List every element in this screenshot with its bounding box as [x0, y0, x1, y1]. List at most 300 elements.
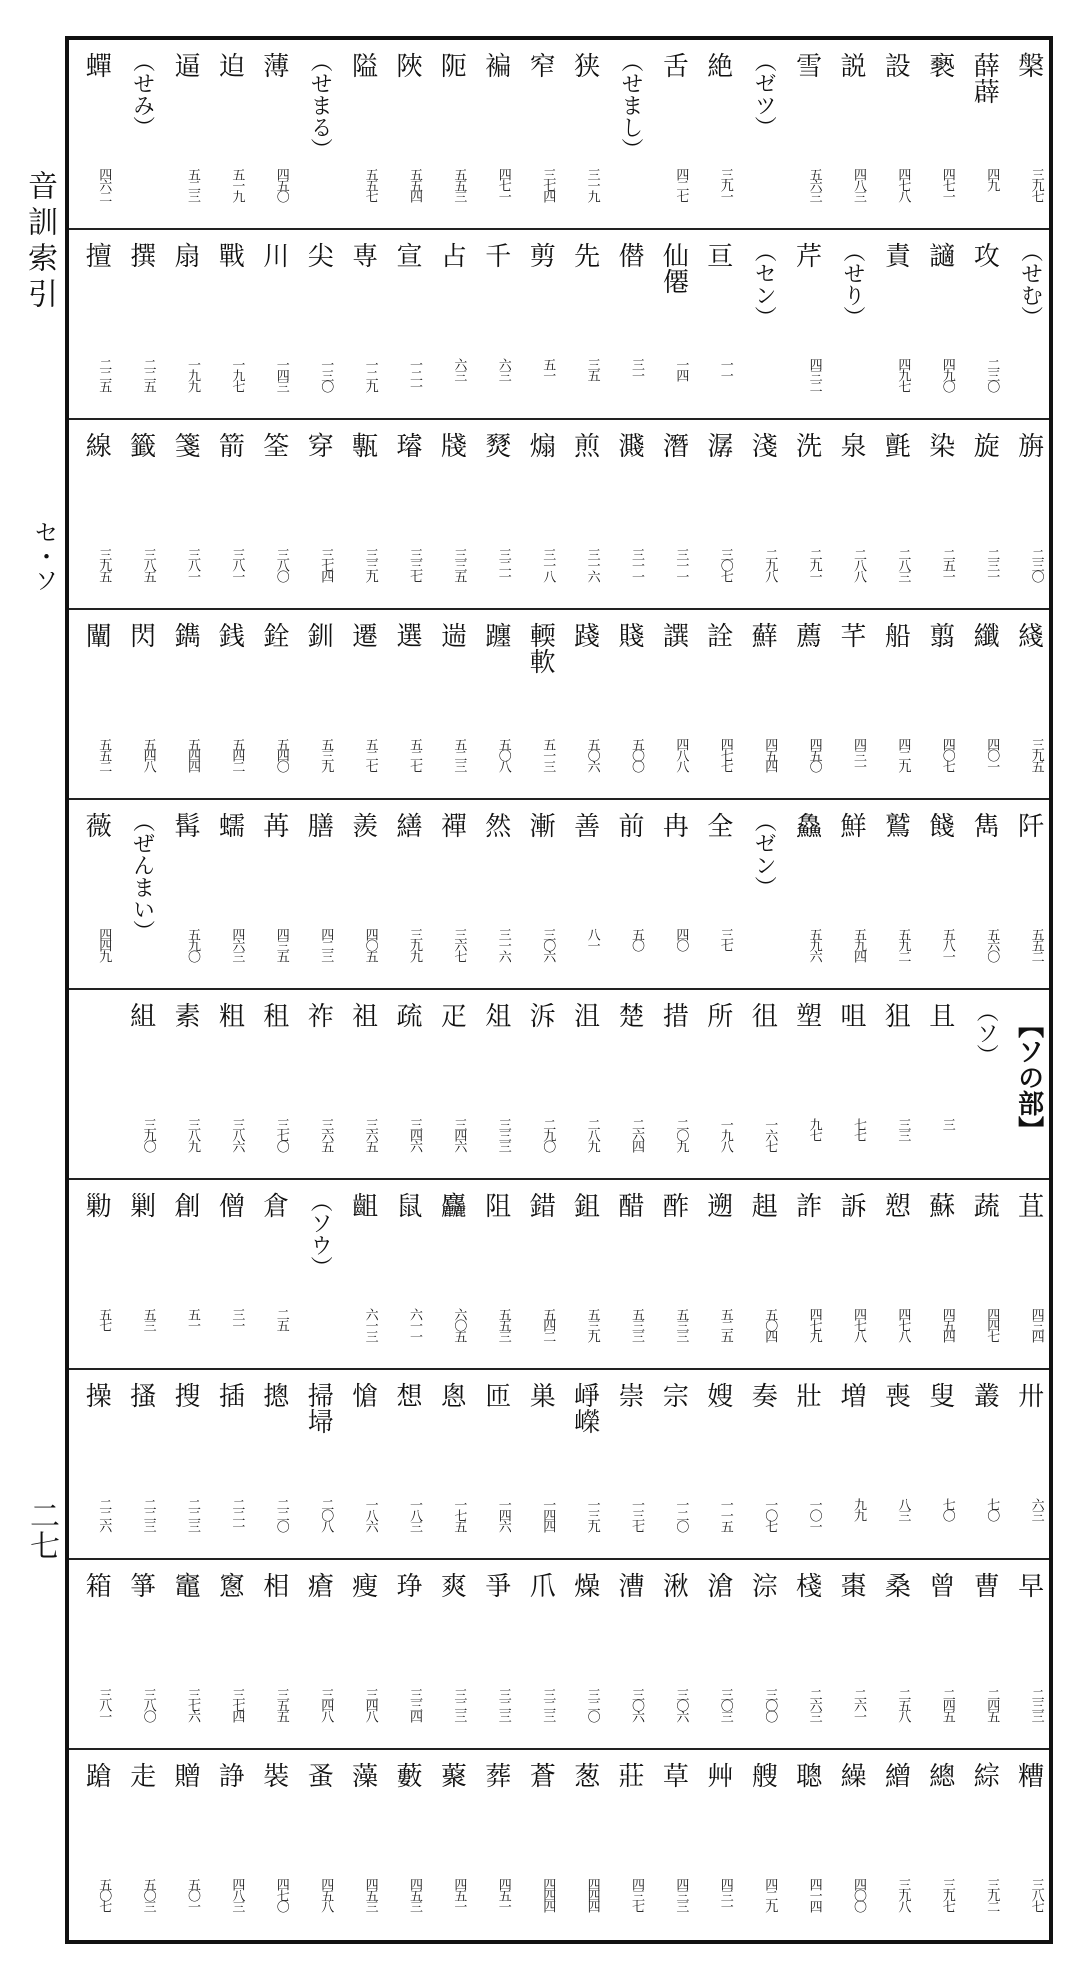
- kanji-entry: 鼠: [392, 1192, 422, 1218]
- kanji-entry: 亘: [702, 242, 733, 268]
- kanji-entry: 疋: [436, 1002, 467, 1028]
- kanji-entry: 筌: [258, 432, 289, 458]
- index-entry: [381, 420, 421, 610]
- kanji-entry: 壯: [791, 1382, 822, 1408]
- page-reference: 三七四: [318, 548, 334, 581]
- page-reference: 五〇〇: [629, 738, 644, 771]
- page-reference: 六三: [1028, 1498, 1044, 1520]
- index-entry: [781, 1560, 821, 1750]
- index-entry: [381, 1560, 421, 1750]
- index-entry: [647, 40, 687, 230]
- index-entry: [825, 420, 865, 610]
- kanji-entry: 箱: [81, 1572, 112, 1598]
- index-entry: [292, 1750, 332, 1940]
- kanji-entry: 湫: [658, 1572, 689, 1598]
- page-reference: 五〇七: [96, 1878, 112, 1911]
- index-entry: [692, 420, 732, 610]
- kanji-entry: 錯: [525, 1192, 556, 1218]
- kanji-entry: 設: [880, 52, 911, 78]
- index-entry: [1003, 230, 1043, 420]
- index-entry: [470, 230, 510, 420]
- index-entry: [514, 800, 554, 990]
- index-entry: [603, 230, 643, 420]
- page-reference: 五〇八: [495, 738, 511, 771]
- index-entry: [958, 800, 998, 990]
- page-reference: 三七: [717, 928, 733, 950]
- page-reference: 六〇五: [451, 1308, 467, 1341]
- kanji-entry: 曹: [969, 1572, 1000, 1598]
- page-reference: 五三: [140, 1308, 156, 1330]
- kanji-entry: 訴: [836, 1192, 866, 1218]
- page-reference: 三九七: [1028, 168, 1044, 201]
- index-entry: [203, 40, 243, 230]
- page-reference: 四二九: [895, 738, 911, 771]
- page-reference: 三四八: [318, 1688, 334, 1721]
- index-entry: [115, 800, 155, 990]
- page-number: 二七: [24, 1500, 59, 1560]
- page-reference: 三六五: [318, 1118, 334, 1151]
- index-entry: [70, 610, 110, 800]
- index-entry: [869, 40, 909, 230]
- index-entry: [203, 1370, 243, 1560]
- kanji-entry: 徂: [747, 1002, 778, 1028]
- index-entry: [958, 610, 998, 800]
- kanji-entry: 粗: [214, 1002, 245, 1028]
- page-reference: 五五四: [407, 168, 422, 201]
- page-reference: 三八一: [96, 1688, 112, 1721]
- index-entry: [647, 1180, 687, 1370]
- page-reference: 五三九: [318, 738, 334, 771]
- index-entry: [647, 610, 687, 800]
- index-entry: [914, 1370, 954, 1560]
- kanji-entry: 詮: [702, 622, 733, 648]
- index-entry: [869, 420, 909, 610]
- kanji-entry: 遷: [347, 622, 378, 648]
- page-reference: 五八一: [939, 928, 955, 961]
- kanji-entry: 竈: [170, 1572, 200, 1598]
- page-reference: 三八〇: [273, 548, 289, 581]
- page-reference: 五一: [540, 358, 556, 380]
- kanji-entry: 想: [392, 1382, 422, 1408]
- page-reference: 三七〇: [273, 1118, 289, 1151]
- kanji-entry: 桑: [880, 1572, 911, 1598]
- kanji-entry: 専: [347, 242, 378, 268]
- page-reference: 二二〇: [273, 1498, 289, 1531]
- index-entry: [381, 800, 421, 990]
- index-entry: [914, 990, 954, 1180]
- index-entry: [514, 990, 554, 1180]
- kanji-entry: 祚: [303, 1002, 334, 1028]
- kanji-entry: 翦: [924, 622, 955, 648]
- kanji-entry: 閃: [125, 622, 156, 648]
- kanji-entry: 草: [658, 1762, 689, 1788]
- page-reference: 六三: [451, 358, 467, 380]
- kanji-entry: 組: [125, 1002, 156, 1028]
- index-entry: [958, 990, 998, 1180]
- page-reference: 三九五: [96, 548, 112, 581]
- index-entry: [736, 40, 776, 230]
- index-table: [65, 36, 1053, 1944]
- kanji-entry: 繕: [392, 812, 422, 838]
- kanji-entry: 善: [569, 812, 600, 838]
- kanji-entry: 氈: [880, 432, 911, 458]
- index-entry: [1003, 800, 1043, 990]
- kanji-entry: 攻: [969, 242, 1000, 268]
- index-entry: [70, 1180, 110, 1370]
- kanji-entry: 棗: [836, 1572, 866, 1598]
- index-entry: [603, 1750, 643, 1940]
- index-entry: [203, 610, 243, 800]
- index-entry: [781, 420, 821, 610]
- kanji-entry: 千: [480, 242, 511, 268]
- index-entry: [425, 1180, 465, 1370]
- page-reference: 三八七: [1028, 1878, 1044, 1911]
- page-reference: 三三四: [407, 1688, 422, 1721]
- index-entry: [203, 800, 243, 990]
- page-reference: 四三五: [273, 928, 289, 961]
- kanji-entry: 卅: [1013, 1382, 1044, 1408]
- page-reference: 二〇九: [673, 1118, 689, 1151]
- index-entry: [337, 230, 377, 420]
- kanji-entry: 繒: [880, 1762, 911, 1788]
- index-entry: [914, 800, 954, 990]
- kanji-entry: 漸: [525, 812, 556, 838]
- index-entry: [647, 230, 687, 420]
- kanji-entry: 籤: [125, 432, 156, 458]
- page-reference: 三九一: [717, 168, 733, 201]
- kanji-entry: 纖: [969, 622, 1000, 648]
- index-entry: [203, 420, 243, 610]
- page-reference: 二八三: [895, 548, 911, 581]
- index-entry: [692, 230, 732, 420]
- kanji-entry: 俎: [480, 1002, 511, 1028]
- page-reference: 一四三: [273, 358, 289, 391]
- kanji-entry: 蘇: [924, 1192, 955, 1218]
- index-entry: [1003, 990, 1043, 1180]
- index-entry: [159, 1560, 199, 1750]
- index-entry: [248, 40, 288, 230]
- page-reference: 四七七: [717, 738, 733, 771]
- index-entry: [381, 1180, 421, 1370]
- page-reference: 五二七: [362, 738, 378, 771]
- kanji-entry: 阡: [1013, 812, 1044, 838]
- page-reference: 四七八: [851, 1308, 866, 1341]
- index-entry: [159, 1370, 199, 1560]
- kanji-entry: 芊: [836, 622, 866, 648]
- index-entry: [736, 1180, 776, 1370]
- index-entry: [781, 1370, 821, 1560]
- kanji-entry: 泉: [836, 432, 866, 458]
- index-entry: [159, 800, 199, 990]
- kanji-entry: 艘: [747, 1762, 778, 1788]
- kanji-entry: 洗: [791, 432, 822, 458]
- page-reference: 三五五: [273, 1688, 289, 1721]
- page-reference: 一八六: [362, 1498, 378, 1531]
- page-reference: 一二〇: [673, 1498, 689, 1531]
- page-reference: 五二五: [717, 1308, 733, 1341]
- index-entry: [958, 420, 998, 610]
- kanji-entry: 爪: [525, 1572, 556, 1598]
- kanji-entry: 塑: [791, 1002, 822, 1028]
- index-entry: [115, 1560, 155, 1750]
- kanji-entry: 僣: [614, 242, 644, 268]
- kanji-entry: 苒: [258, 812, 289, 838]
- reading-label: （ゼン）: [751, 810, 777, 898]
- kanji-entry: 楚: [614, 1002, 644, 1028]
- kanji-entry: 爭: [480, 1572, 511, 1598]
- page-reference: 一九九: [185, 358, 200, 391]
- index-entry: [647, 990, 687, 1180]
- index-entry: [70, 1750, 110, 1940]
- kanji-entry: 嫂: [702, 1382, 733, 1408]
- index-entry: [115, 1370, 155, 1560]
- index-entry: [159, 40, 199, 230]
- index-entry: [825, 800, 865, 990]
- index-entry: [381, 1750, 421, 1940]
- kanji-entry: 鱻: [791, 812, 822, 838]
- kanji-entry: 走: [125, 1762, 156, 1788]
- index-entry: [470, 40, 510, 230]
- kanji-entry: 插: [214, 1382, 245, 1408]
- kanji-entry: 擅: [81, 242, 112, 268]
- kanji-entry: 煽: [525, 432, 556, 458]
- page-reference: 五二三: [185, 168, 200, 201]
- index-entry: [559, 1370, 599, 1560]
- kanji-entry: 匝: [480, 1382, 511, 1408]
- index-entry: [248, 990, 288, 1180]
- page-reference: 四五三: [407, 1878, 422, 1911]
- index-entry: [781, 990, 821, 1180]
- page-reference: 二三〇: [1028, 548, 1044, 581]
- section-heading: 【ソの部】: [1013, 1012, 1044, 1142]
- index-entry: [381, 990, 421, 1180]
- index-entry: [736, 1370, 776, 1560]
- index-entry: [425, 800, 465, 990]
- page-reference: 三二〇: [584, 1688, 600, 1721]
- kanji-entry: 醋: [614, 1192, 644, 1218]
- page-reference: 三〇六: [540, 928, 556, 961]
- index-entry: [248, 1180, 288, 1370]
- kanji-entry: 藻: [347, 1762, 378, 1788]
- index-entry: [337, 40, 377, 230]
- page-reference: 一一: [717, 358, 733, 380]
- index-entry: [203, 1560, 243, 1750]
- kanji-entry: 潛: [658, 432, 689, 458]
- page-reference: 三八〇: [140, 1688, 156, 1721]
- index-entry: [159, 1750, 199, 1940]
- reading-label: （ゼツ）: [751, 50, 777, 138]
- page-reference: 二五一: [939, 548, 955, 581]
- kanji-entry: 摠: [258, 1382, 289, 1408]
- page-reference: 四三一: [851, 738, 866, 771]
- index-entry: [292, 230, 332, 420]
- index-entry: [514, 1560, 554, 1750]
- kanji-entry: 窻: [214, 1572, 245, 1598]
- index-entry: [1003, 610, 1043, 800]
- index-entry: [736, 1560, 776, 1750]
- index-entry: [70, 800, 110, 990]
- page-reference: 五〇: [629, 928, 644, 950]
- page-reference: 二二六: [96, 1498, 112, 1531]
- kanji-entry: 踐: [569, 622, 600, 648]
- kanji-entry: 蹌: [81, 1762, 112, 1788]
- index-entry: [159, 420, 199, 610]
- index-entry: [70, 420, 110, 610]
- page-reference: 四三七: [629, 1878, 644, 1911]
- page-reference: 四七〇: [273, 1878, 289, 1911]
- index-entry: [248, 230, 288, 420]
- page-reference: 六三: [495, 358, 511, 380]
- page-reference: 二八八: [851, 548, 866, 581]
- page-reference: 四一四: [806, 1878, 822, 1911]
- kanji-entry: 燥: [569, 1572, 600, 1598]
- index-entry: [1003, 1370, 1043, 1560]
- kanji-entry: 僧: [214, 1192, 245, 1218]
- kanji-entry: 泝: [525, 1002, 556, 1028]
- kanji-entry: 咀: [836, 1002, 866, 1028]
- index-band: [69, 610, 1049, 800]
- index-entry: [825, 1560, 865, 1750]
- index-entry: [470, 800, 510, 990]
- kanji-entry: 綜: [969, 1762, 1000, 1788]
- index-band: [69, 990, 1049, 1180]
- page-reference: 七〇: [939, 1498, 955, 1520]
- page-reference: 一二一: [407, 358, 422, 391]
- kanji-entry: 狭: [569, 52, 600, 78]
- page-reference: 四二七: [673, 168, 689, 201]
- kanji-entry: 巣: [525, 1382, 556, 1408]
- kanji-entry: 餞: [924, 812, 955, 838]
- page-reference: 四〇〇: [851, 1878, 866, 1911]
- kanji-entry: 陜: [392, 52, 422, 78]
- index-entry: [692, 1560, 732, 1750]
- index-entry: [559, 1750, 599, 1940]
- index-entry: [470, 1560, 510, 1750]
- kanji-entry: 舌: [658, 52, 689, 78]
- index-entry: [159, 990, 199, 1180]
- kanji-entry: 蒼: [525, 1762, 556, 1788]
- page-reference: 三一六: [495, 928, 511, 961]
- kanji-entry: 甎: [347, 432, 378, 458]
- kanji-entry: 禪: [436, 812, 467, 838]
- kanji-entry: 宗: [658, 1382, 689, 1408]
- reading-label: （せみ）: [129, 50, 155, 138]
- kanji-entry: 齟: [347, 1192, 378, 1218]
- kanji-entry: 棧: [791, 1572, 822, 1598]
- page-reference: 四五〇: [806, 738, 822, 771]
- index-entry: [869, 610, 909, 800]
- page-reference: 五三九: [584, 1308, 600, 1341]
- index-entry: [781, 610, 821, 800]
- page-reference: 一九八: [717, 1118, 733, 1151]
- page-reference: 二二三: [185, 1498, 200, 1531]
- index-band: [69, 1560, 1049, 1750]
- kanji-entry: 酢: [658, 1192, 689, 1218]
- page-reference: 三一: [229, 1308, 245, 1330]
- page-reference: 二五: [273, 1308, 289, 1330]
- kanji-entry: 艸: [702, 1762, 733, 1788]
- index-entry: [559, 1180, 599, 1370]
- kanji-entry: 藪: [392, 1762, 422, 1788]
- index-entry: [425, 990, 465, 1180]
- kanji-entry: 説: [836, 52, 866, 78]
- kanji-entry: 綫: [1013, 622, 1044, 648]
- index-entry: [958, 230, 998, 420]
- index-entry: [203, 1750, 243, 1940]
- index-entry: [647, 420, 687, 610]
- page-reference: 四五一: [495, 1878, 511, 1911]
- page-reference: 二三〇: [984, 358, 1000, 391]
- page-reference: 四三一: [717, 1878, 733, 1911]
- kanji-entry: 扇: [170, 242, 200, 268]
- page-reference: 三九五: [1028, 738, 1044, 771]
- page-reference: 六一一: [407, 1308, 422, 1341]
- index-entry: [869, 990, 909, 1180]
- page-reference: 四七一: [939, 168, 955, 201]
- index-entry: [425, 230, 465, 420]
- index-entry: [647, 800, 687, 990]
- kanji-entry: 疏: [392, 1002, 422, 1028]
- index-entry: [425, 1560, 465, 1750]
- page-reference: 二九八: [762, 548, 778, 581]
- kanji-entry: 素: [170, 1002, 200, 1028]
- page-reference: 三〇六: [629, 1688, 644, 1721]
- kanji-entry: 操: [81, 1382, 112, 1408]
- kanji-entry: 麤: [436, 1192, 467, 1218]
- index-entry: [647, 1750, 687, 1940]
- index-title: 音訓索引: [22, 170, 57, 314]
- kanji-entry: 奏: [747, 1382, 778, 1408]
- kanji-entry: 宣: [392, 242, 422, 268]
- page-reference: 六一三: [362, 1308, 378, 1341]
- index-entry: [425, 40, 465, 230]
- page-reference: 四八八: [673, 738, 689, 771]
- page-reference: 二二五: [96, 358, 112, 391]
- kanji-entry: 搜: [170, 1382, 200, 1408]
- kanji-entry: 滄: [702, 1572, 733, 1598]
- kanji-entry: 漕: [614, 1572, 644, 1598]
- index-entry: [337, 1370, 377, 1560]
- index-entry: [337, 1560, 377, 1750]
- index-entry: [603, 1560, 643, 1750]
- page-reference: 四八三: [851, 168, 866, 201]
- kanji-entry: 穿: [303, 432, 334, 458]
- kanji-entry: 剪: [525, 242, 556, 268]
- index-entry: [559, 230, 599, 420]
- index-entry: [781, 800, 821, 990]
- kanji-entry: 尖: [303, 242, 334, 268]
- index-entry: [70, 40, 110, 230]
- kanji-entry: 讁: [924, 242, 955, 268]
- kanji-entry: 崢嶸: [569, 1382, 600, 1434]
- index-entry: [248, 1370, 288, 1560]
- index-entry: [958, 1560, 998, 1750]
- page-reference: 五三三: [629, 1308, 644, 1341]
- page-reference: 五六三: [806, 168, 822, 201]
- kanji-entry: 糟: [1013, 1762, 1044, 1788]
- page-reference: 九九: [851, 1498, 866, 1520]
- page-reference: 三一一: [629, 548, 644, 581]
- index-entry: [825, 990, 865, 1180]
- index-entry: [159, 230, 199, 420]
- page-reference: 四五一: [451, 1878, 467, 1911]
- kanji-entry: 阨: [436, 52, 467, 78]
- kanji-entry: 銓: [258, 622, 289, 648]
- index-entry: [736, 420, 776, 610]
- kanji-entry: 潺: [702, 432, 733, 458]
- kanji-entry: 戰: [214, 242, 245, 268]
- index-entry: [292, 40, 332, 230]
